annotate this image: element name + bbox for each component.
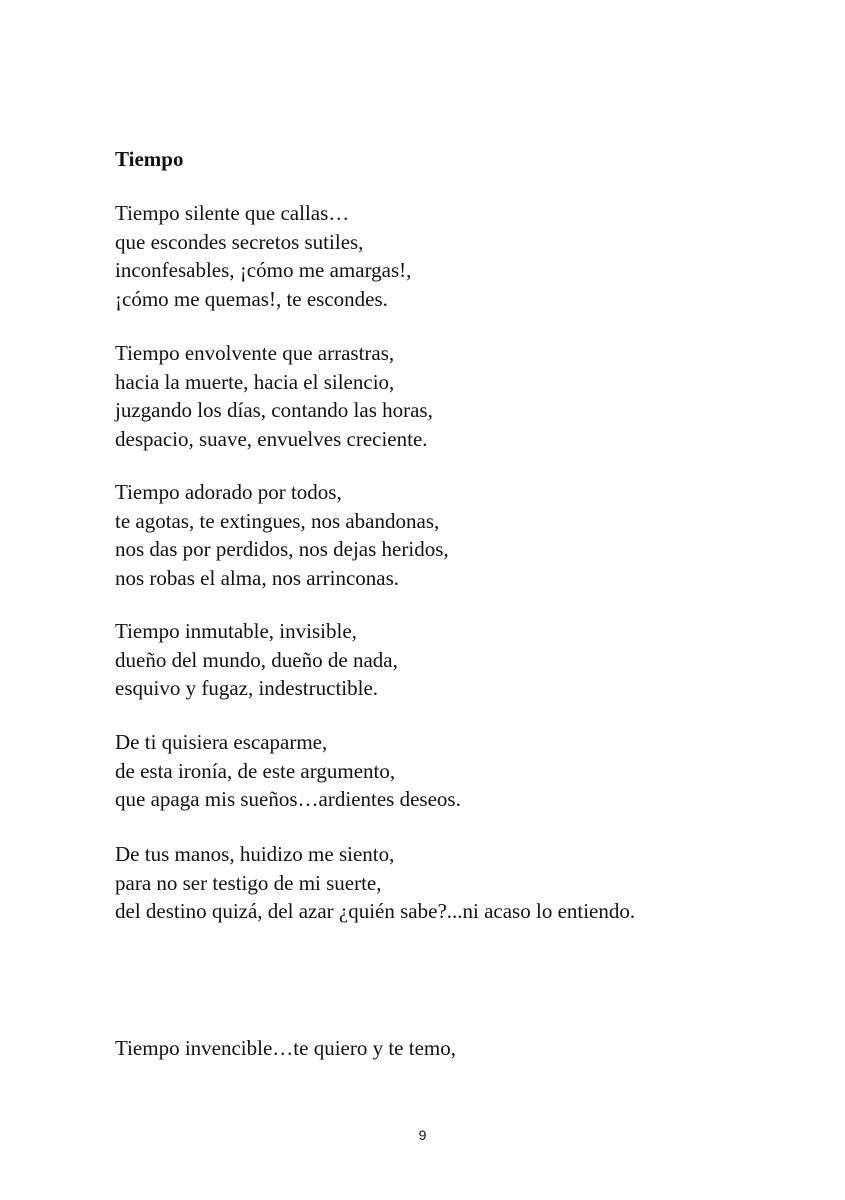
poem-line: del destino quizá, del azar ¿quién sabe?...ni acaso lo entiendo. [115, 899, 636, 923]
poem-line: de esta ironía, de este argumento, [115, 758, 396, 783]
stanza-2 [115, 339, 433, 453]
stanza-6 [115, 840, 635, 926]
poem-line: Tiempo adorado por todos, [115, 480, 342, 504]
poem-line: que escondes secretos sutiles, [115, 229, 364, 254]
poem-line: para no ser testigo de mi suerte, [115, 870, 382, 895]
poem-line: que apaga mis sueños…ardientes deseos. [115, 787, 461, 811]
poem-line: De tus manos, huidizo me siento, [115, 842, 395, 866]
poem-line: inconfesables, ¡cómo me amargas!, [115, 258, 412, 282]
poem-line: ¡cómo me quemas!, te escondes. [115, 286, 388, 311]
poem-line: nos robas el alma, nos arrinconas. [115, 565, 400, 590]
poem-line: De ti quisiera escaparme, [115, 730, 328, 754]
poem-line: Tiempo invencible…te quiero y te temo, [115, 1036, 456, 1060]
poem-line: hacia la muerte, hacia el silencio, [115, 369, 395, 394]
stanza-5 [115, 728, 461, 814]
poem-line: esquivo y fugaz, indestructible. [115, 676, 379, 700]
poem-line: Tiempo envolvente que arrastras, [115, 341, 395, 365]
poem-line: Tiempo inmutable, invisible, [115, 619, 357, 643]
stanza-7 [115, 1034, 456, 1063]
stanza-1 [115, 199, 411, 313]
poem-line: nos das por perdidos, nos dejas heridos, [115, 537, 449, 561]
page-number: 9 [418, 1127, 427, 1143]
poem-line: dueño del mundo, dueño de nada, [115, 647, 398, 672]
poem-line: Tiempo silente que callas… [115, 201, 350, 225]
poem-line: juzgando los días, contando las horas, [115, 398, 433, 422]
poem-line: te agotas, te extingues, nos abandonas, [115, 508, 440, 533]
stanza-4 [115, 617, 398, 703]
poem-line: despacio, suave, envuelves creciente. [115, 426, 428, 451]
stanza-3 [115, 478, 449, 592]
poem-title: Tiempo [115, 147, 184, 171]
